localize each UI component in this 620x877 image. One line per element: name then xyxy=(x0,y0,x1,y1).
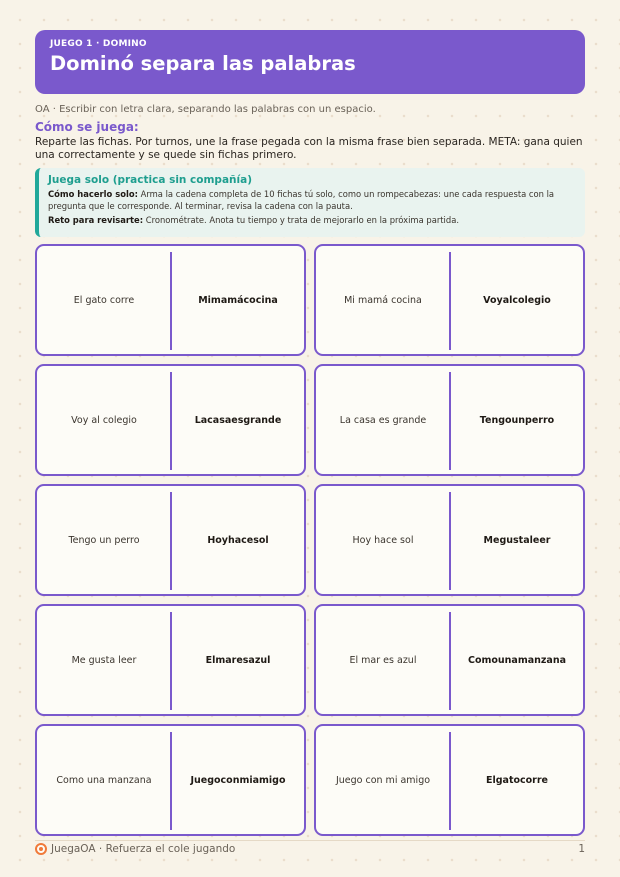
domino-tile-7 xyxy=(35,604,306,716)
tile-separated-phrase: Hoy hace sol xyxy=(352,534,414,546)
solo-play-box xyxy=(35,168,585,237)
game-kicker: JUEGO 1 · DOMINO xyxy=(50,39,147,49)
tile-separated-phrase: Tengo un perro xyxy=(68,534,140,546)
tile-joined-phrase: Mimamácocina xyxy=(198,294,278,306)
tile-separated-phrase: Mi mamá cocina xyxy=(344,294,422,306)
tile-joined-phrase: Comounamanzana xyxy=(467,654,567,666)
learning-objective: OA · Escribir con letra clara, separando las palabras con un espacio. xyxy=(35,104,376,115)
page-title: Dominó separa las palabras xyxy=(50,52,356,75)
domino-tile-4 xyxy=(314,364,585,476)
domino-tile-1 xyxy=(35,244,306,356)
tile-separated-phrase: Juego con mi amigo xyxy=(335,774,431,786)
tile-joined-phrase: Hoyhacesol xyxy=(207,534,269,546)
footer-divider xyxy=(35,840,585,841)
tile-separated-phrase: El mar es azul xyxy=(349,654,417,666)
tile-joined-phrase: Juegoconmiamigo xyxy=(190,774,286,786)
solo-how-text: Arma la cadena completa de 10 fichas tú solo, como un rompecabezas: une cada respuesta con la pregunta que le corresponde. Al terminar, revisa la cadena con la pauta. xyxy=(48,189,555,211)
domino-tile-8 xyxy=(314,604,585,716)
solo-how-label: Cómo hacerlo solo: xyxy=(48,189,138,199)
tile-joined-phrase: Megustaleer xyxy=(483,534,551,546)
tile-separated-phrase: Voy al colegio xyxy=(71,414,137,426)
tile-separated-phrase: La casa es grande xyxy=(339,414,427,426)
solo-title: Juega solo (practica sin compañía) xyxy=(48,174,252,186)
howto-text: Reparte las fichas. Por turnos, une la frase pegada con la misma frase bien separada. META: gana quien una correctamente y se quede sin fichas primero. xyxy=(35,136,583,161)
tile-separated-phrase: El gato corre xyxy=(73,294,135,306)
tile-separated-phrase: Como una manzana xyxy=(56,774,152,786)
solo-challenge-label: Reto para revisarte: xyxy=(48,215,144,225)
tile-joined-phrase: Lacasaesgrande xyxy=(194,414,282,426)
solo-how-line xyxy=(48,188,575,212)
header-banner xyxy=(35,30,585,94)
domino-tile-2 xyxy=(314,244,585,356)
domino-tile-10 xyxy=(314,724,585,836)
tile-joined-phrase: Tengounperro xyxy=(479,414,555,426)
tile-joined-phrase: Voyalcolegio xyxy=(483,294,551,306)
domino-tile-3 xyxy=(35,364,306,476)
tile-joined-phrase: Elmaresazul xyxy=(205,654,271,666)
footer-brand: JuegaOA · Refuerza el cole jugando xyxy=(51,843,236,855)
domino-tile-6 xyxy=(314,484,585,596)
domino-tile-9 xyxy=(35,724,306,836)
tile-joined-phrase: Elgatocorre xyxy=(486,774,548,786)
domino-tile-5 xyxy=(35,484,306,596)
howto-title: Cómo se juega: xyxy=(35,120,139,134)
solo-challenge-line xyxy=(48,214,575,226)
target-icon xyxy=(35,843,47,855)
tile-separated-phrase: Me gusta leer xyxy=(71,654,137,666)
page-number: 1 xyxy=(578,843,585,855)
solo-challenge-text: Cronométrate. Anota tu tiempo y trata de mejorarlo en la próxima partida. xyxy=(145,215,459,225)
